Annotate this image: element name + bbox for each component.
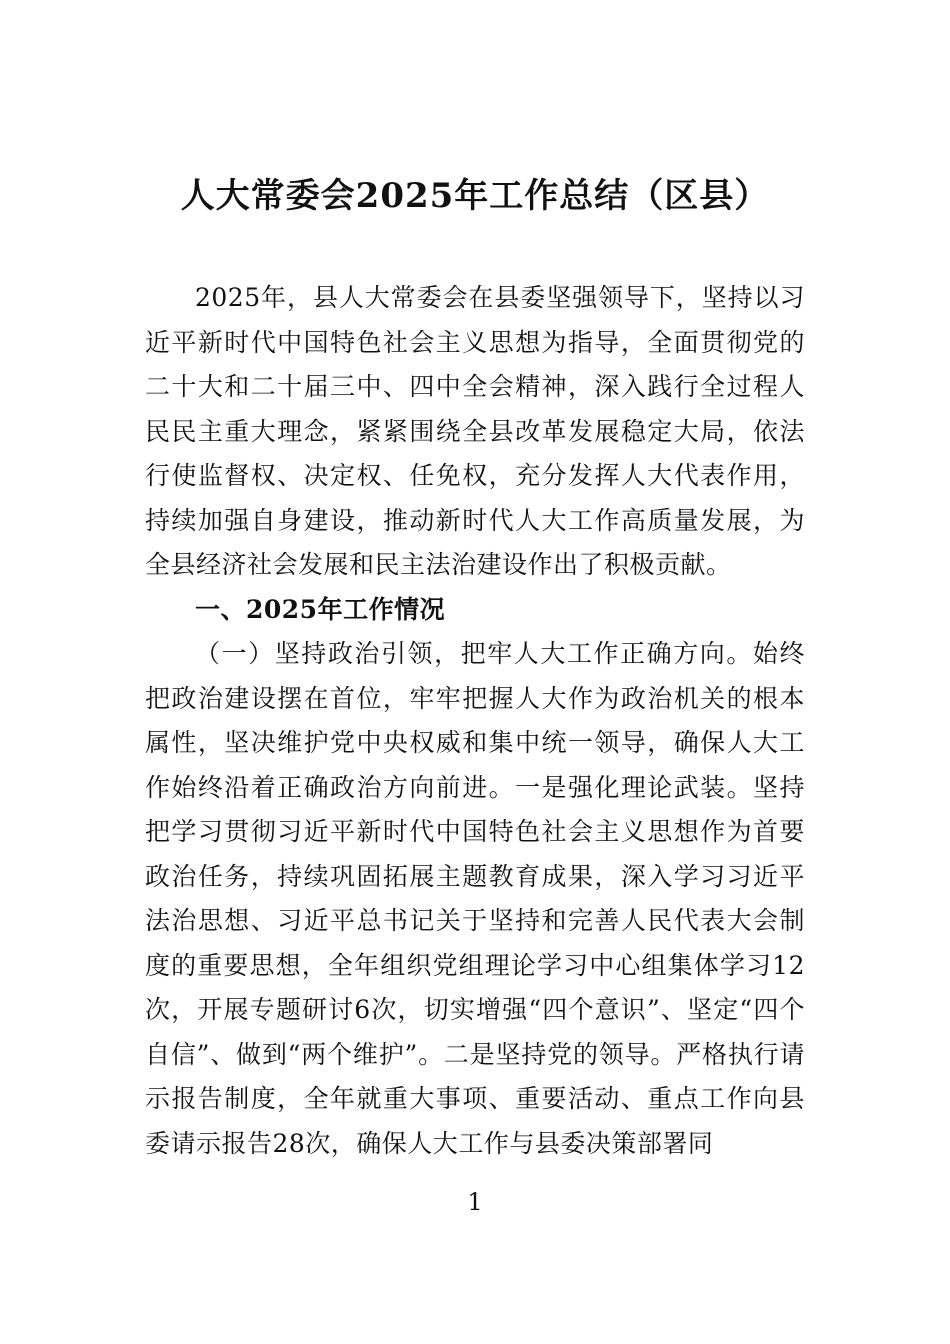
intro-paragraph: 2025年，县人大常委会在县委坚强领导下，坚持以习近平新时代中国特色社会主义思想为指导，全面贯彻党的二十大和二十届三中、四中全会精神，深入践行全过程人民民主重大理念，紧紧围绕全县改革发展稳定大局，依法行使监督权、决定权、任免权，充分发挥人大代表作用，持续加强自身建设，推动新时代人大工作高质量发展，为全县经济社会发展和民主法治建设作出了积极贡献。 [145,283,805,579]
document-title: 人大常委会2025年工作总结（区县） [180,176,770,216]
section-heading: 一、2025年工作情况 [195,594,446,624]
page-number: 1 [467,1188,483,1216]
section-paragraph: （一）坚持政治引领，把牢人大工作正确方向。始终把政治建设摆在首位，牢牢把握人大作为政治机关的根本属性，坚决维护党中央权威和集中统一领导，确保人大工作始终沿着正确政治方向前进。一是强化理论武装。坚持把学习贯彻习近平新时代中国特色社会主义思想作为首要政治任务，持续巩固拓展主题教育成果，深入学习习近平法治思想、习近平总书记关于坚持和完善人民代表大会制度的重要思想，全年组织党组理论学习中心组集体学习12次，开展专题研讨6次，切实增强“四个意识”、坚定“四个自信”、做到“两个维护”。二是坚持党的领导。严格执行请示报告制度，全年就重大事项、重要活动、重点工作向县委请示报告28次，确保人大工作与县委决策部署同 [145,639,805,1158]
document-body [145,276,805,1166]
